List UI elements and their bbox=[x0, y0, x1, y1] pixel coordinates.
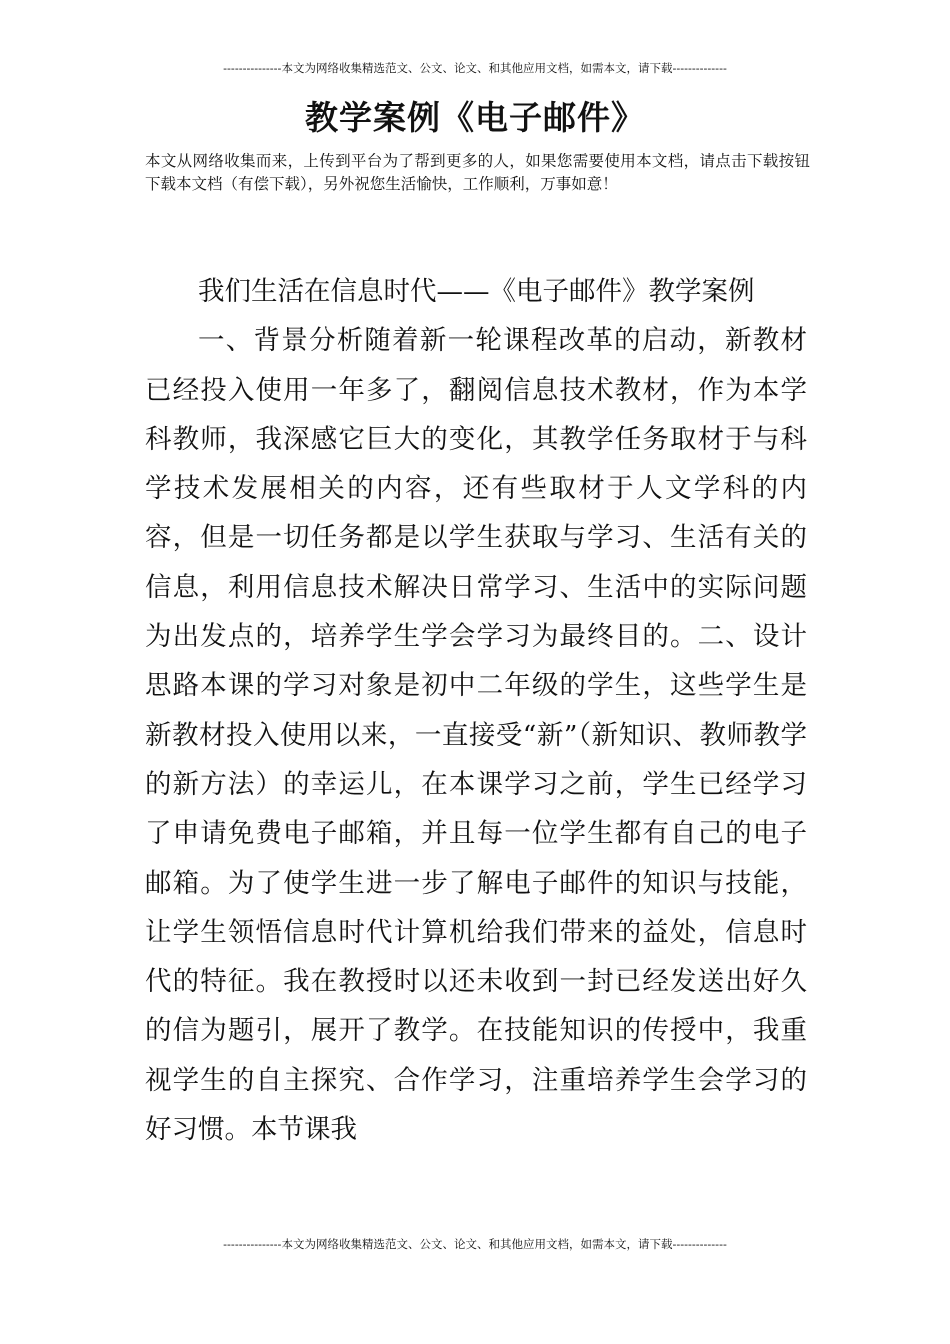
body-paragraph-2: 一、背景分析随着新一轮课程改革的启动，新教材已经投入使用一年多了，翻阅信息技术教材，作为本学科教师，我深感它巨大的变化，其教学任务取材于与科学技术发展相关的内容，还有些取材于人文学科的内容，但是一切任务都是以学生获取与学习、生活有关的信息，利用信息技术解决日常学习、生活中的实际问题为出发点的，培养学生学会学习为最终目的。二、设计思路本课的学习对象是初中二年级的学生，这些学生是新教材投入使用以来，一直接受“新”（新知识、教师教学的新方法）的幸运儿，在本课学习之前，学生已经学习了申请免费电子邮箱，并且每一位学生都有自己的电子邮箱。为了使学生进一步了解电子邮件的知识与技能，让学生领悟信息时代计算机给我们带来的益处，信息时代的特征。我在教授时以还未收到一封已经发送出好久的信为题引，展开了教学。在技能知识的传授中，我重视学生的自主探究、合作学习，注重培养学生会学习的好习惯。本节课我 bbox=[145, 325, 807, 1146]
download-notice: 本文从网络收集而来，上传到平台为了帮到更多的人，如果您需要使用本文档，请点击下载按钮下载本文档（有偿下载），另外祝您生活愉快，工作顺利，万事如意！ bbox=[145, 152, 810, 193]
body-paragraph-1: 我们生活在信息时代——《电子邮件》教学案例 bbox=[198, 276, 755, 307]
document-body bbox=[145, 267, 807, 1154]
document-title: 教学案例《电子邮件》 bbox=[305, 98, 645, 137]
header-banner: ---------------本文为网络收集精选范文、公文、论文、和其他应用文档，如需本文，请下载-------------- bbox=[223, 61, 727, 75]
footer-banner: ---------------本文为网络收集精选范文、公文、论文、和其他应用文档，如需本文，请下载-------------- bbox=[223, 1237, 727, 1251]
